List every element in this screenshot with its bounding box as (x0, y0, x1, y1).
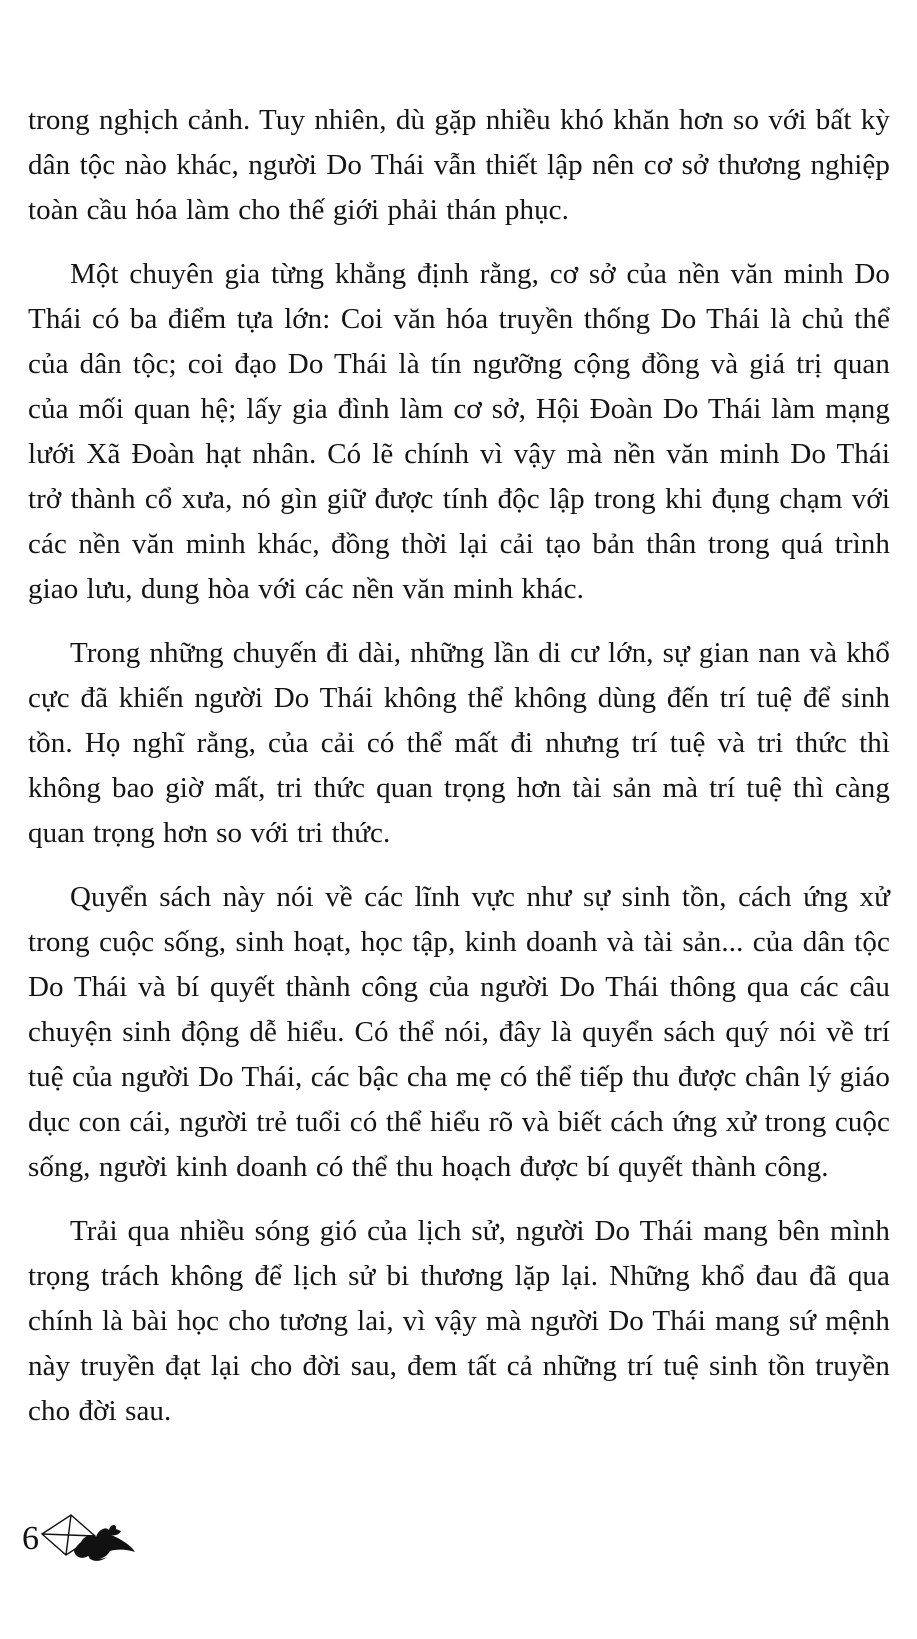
paragraph-3: Trong những chuyến đi dài, những lần di cư lớn, sự gian nan và khổ cực đã khiến người Do Thái không thể không dùng đến trí tuệ để sinh tồn. Họ nghĩ rằng, của cải có thể mất đi nhưng trí tuệ và tri thức thì không bao giờ mất, tri thức quan trọng hơn tài sản mà trí tuệ thì càng quan trọng hơn so với tri thức. (28, 637, 890, 849)
bird-flourish-icon (35, 1510, 137, 1569)
text-block (28, 98, 890, 1453)
paragraph-1: trong nghịch cảnh. Tuy nhiên, dù gặp nhiều khó khăn hơn so với bất kỳ dân tộc nào khác, người Do Thái vẫn thiết lập nên cơ sở thương nghiệp toàn cầu hóa làm cho thế giới phải thán phục. (28, 104, 890, 226)
page-number: 6 (22, 1520, 39, 1557)
page-footer (22, 1508, 137, 1569)
paragraph-2: Một chuyên gia từng khẳng định rằng, cơ sở của nền văn minh Do Thái có ba điểm tựa lớn: Coi văn hóa truyền thống Do Thái là chủ thể của dân tộc; coi đạo Do Thái là tín ngưỡng cộng đồng và giá trị quan của mối quan hệ; lấy gia đình làm cơ sở, Hội Đoàn Do Thái làm mạng lưới Xã Đoàn hạt nhân. Có lẽ chính vì vậy mà nền văn minh Do Thái trở thành cổ xưa, nó gìn giữ được tính độc lập trong khi đụng chạm với các nền văn minh khác, đồng thời lại cải tạo bản thân trong quá trình giao lưu, dung hòa với các nền văn minh khác. (28, 258, 890, 605)
paragraph-4: Quyển sách này nói về các lĩnh vực như sự sinh tồn, cách ứng xử trong cuộc sống, sinh hoạt, học tập, kinh doanh và tài sản... của dân tộc Do Thái và bí quyết thành công của người Do Thái thông qua các câu chuyện sinh động dễ hiểu. Có thể nói, đây là quyển sách quý nói về trí tuệ của người Do Thái, các bậc cha mẹ có thể tiếp thu được chân lý giáo dục con cái, người trẻ tuổi có thể hiểu rõ và biết cách ứng xử trong cuộc sống, người kinh doanh có thể thu hoạch được bí quyết thành công. (28, 881, 890, 1183)
paragraph-5: Trải qua nhiều sóng gió của lịch sử, người Do Thái mang bên mình trọng trách không để lịch sử bi thương lặp lại. Những khổ đau đã qua chính là bài học cho tương lai, vì vậy mà người Do Thái mang sứ mệnh này truyền đạt lại cho đời sau, đem tất cả những trí tuệ sinh tồn truyền cho đời sau. (28, 1215, 890, 1427)
